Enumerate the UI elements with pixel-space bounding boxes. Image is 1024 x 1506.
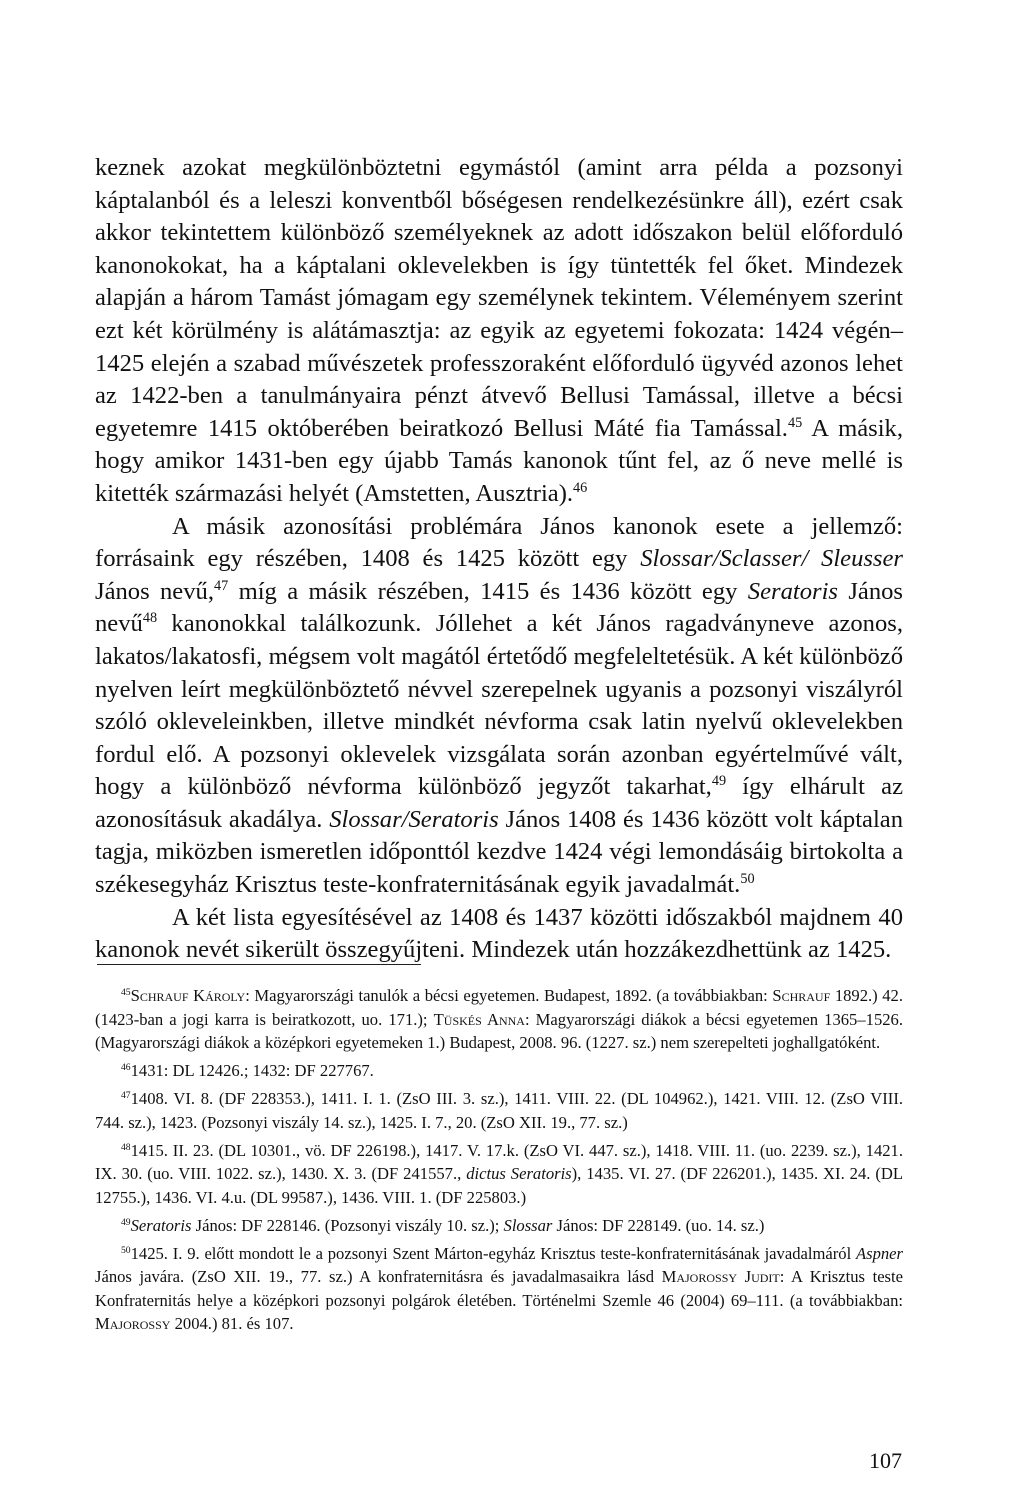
name-seratoris: Seratoris [747,577,838,605]
footnote-text: ), 1435. VI. 27. (DF 226201.), 1435. XI. 24. (DL 12755.), 1436. VI. 4.u. (DL 99587.), 1436. VIII. 1. (DF 225803.) [95,1164,903,1207]
footnote-text: : A Krisztus teste Konfraternitás helye a középkori pozsonyi polgárok életében. Történelmi Szemle 46 (2004) 69–111. (a továbbiakban: [95,1267,903,1310]
author-abbreviation: Majorossy [95,1314,171,1333]
paragraph-2-text-e: kanonokkal találkozunk. Jóllehet a két János ragadványneve azonos, lakatos/lakatosfi, mégsem volt magától értetődő megfeleltetésük. A két különböző nyelven leírt megkülönböztető névvel szerepelnek ugyanis a pozsonyi viszályról szóló okleveleinkben, illetve mindkét névforma csak latin nyelvű oklevelekben fordul elő. A pozsonyi oklevelek vizsgálata során azonban egyértelművé vált, hogy a különböző névforma különböző jegyzőt takarhat, [95,610,903,801]
paragraph-2 [95,511,903,902]
name-slossar-variants: Slossar/Sclasser/ Sleusser [640,545,903,573]
footnote-separator [97,964,421,965]
footnote-ref-50: 50 [740,871,755,888]
author-name: Schrauf Károly [130,986,246,1005]
paragraph-1 [95,152,903,511]
italic-name: Seratoris [130,1215,192,1235]
author-abbreviation: Schrauf [772,986,831,1005]
footnote-text: 2004.) 81. és 107. [170,1314,294,1333]
paragraph-2-text-a: A másik azonosítási problémára János kanonok esete a jellemző: forrásaink egy részében, 1408 és 1425 között egy [95,512,903,573]
footnote-ref-48: 48 [142,610,158,627]
paragraph-2-text-g: János 1408 és 1436 között volt káptalan tagja, miközben ismeretlen időponttól kezdve 1424 végi lemondásáig birtokolta a székesegyház Krisztus teste-konfraternitásának egyik javadalmát. [95,805,904,899]
footnote-45 [95,984,903,1055]
footnote-number: 50 [121,1244,131,1256]
footnote-number: 47 [121,1090,131,1102]
footnote-ref-46: 46 [573,480,588,497]
page-number: 107 [869,1448,902,1473]
footnote-text: : Magyarországi diákok a bécsi egyetemen 1365–1526. (Magyarországi diákok a középkori egyetemeken 1.) Budapest, 2008. 96. (1227. sz.) nem szerepelteti joghallgatóként. [95,1009,903,1052]
italic-name: Slossar [503,1215,553,1235]
footnote-ref-49: 49 [711,773,727,790]
footnote-text: : Magyarországi tanulók a bécsi egyetemen. Budapest, 1892. (a továbbiakban: [245,986,773,1005]
paragraph-2-text-f: így elhárult az azonosításuk akadálya. [95,773,903,833]
footnote-text: 1892.) 42. (1423-ban a jogi karra is beiratkozott, uo. 171.); [95,986,903,1029]
footnote-text: 1415. II. 23. (DL 10301., vö. DF 226198.), 1417. V. 17.k. (ZsO VI. 447. sz.), 1418. VIII. 11. (uo. 2239. sz.), 1421. IX. 30. (uo. VIII. 1022. sz.), 1430. X. 3. (DF 241557., [95,1140,903,1183]
footnote-text: János javára. (ZsO XII. 19., 77. sz.) A konfraternitásra és javadalmasaikra lásd [95,1267,662,1286]
paragraph-1-text-a: keznek azokat megkülönböztetni egymástól (amint arra példa a pozsonyi káptalanból és a leleszi konventből bőségesen rendelkezésünkre áll), ezért csak akkor tekintettem különböző személyeknek az adott időszakon belül előforduló kanonokokat, ha a káptalani oklevelekben is így tüntették fel őket. Mindezek alapján a három Tamást jómagam egy személynek tekintem. Véleményem szerint ezt két körülmény is alátámasztja: az egyik az egyetemi fokozata: 1424 végén–1425 elején a szabad művészetek professzoraként előforduló ügyvéd azonos lehet az 1422-ben a tanulmányaira pénzt átvevő Bellusi Tamással, illetve a bécsi egyetemre 1415 októberében beiratkozó Bellusi Máté fia Tamással. [95,154,903,442]
footnote-text: 1431: DL 12426.; 1432: DF 227767. [130,1061,374,1080]
italic-name: Aspner [855,1243,903,1263]
footnote-ref-45: 45 [787,414,803,431]
italic-term: dictus Seratoris [466,1164,572,1183]
footnote-text: János: DF 228146. (Pozsonyi viszály 10. sz.); [191,1215,504,1235]
main-text [95,152,903,967]
paragraph-2-text-b: János nevű, [95,577,214,605]
name-slossar-seratoris: Slossar/Seratoris [329,805,499,833]
footnote-49 [95,1214,903,1238]
paragraph-2-text-c: míg a másik részében, 1415 és 1436 között egy [228,577,748,605]
author-name: Tüskés Anna [433,1009,525,1029]
footnote-number: 45 [121,987,131,999]
footnotes [95,984,903,1336]
footnote-text: János: DF 228149. (uo. 14. sz.) [552,1215,765,1235]
footnote-number: 46 [121,1062,131,1074]
footnote-50 [95,1242,903,1336]
footnote-text: 1425. I. 9. előtt mondott le a pozsonyi Szent Márton-egyház Krisztus teste-konfraternitásának javadalmáról [130,1243,856,1263]
paragraph-1-text-b: A másik, hogy amikor 1431-ben egy újabb Tamás kanonok tűnt fel, az ő neve mellé is kitették származási helyét (Amstetten, Ausztria). [95,414,903,507]
footnote-number: 48 [121,1141,131,1153]
paragraph-2-text-d: János nevű [95,577,903,638]
footnote-number: 49 [121,1216,131,1228]
author-name: Majorossy Judit [661,1267,780,1286]
footnote-48 [95,1139,903,1210]
footnote-ref-47: 47 [213,577,229,594]
paragraph-3: A két lista egyesítésével az 1408 és 1437 közötti időszakból majdnem 40 kanonok nevét sikerült összegyűjteni. Mindezek után hozzákezdhettünk az 1425. [95,903,903,964]
footnote-46 [95,1059,903,1083]
footnote-47 [95,1087,903,1134]
footnote-text: 1408. VI. 8. (DF 228353.), 1411. I. 1. (ZsO III. 3. sz.), 1411. VIII. 22. (DL 104962.), 1421. VIII. 12. (ZsO VIII. 744. sz.), 1423. (Pozsonyi viszály 14. sz.), 1425. I. 7., 20. (ZsO XII. 19., 77. sz.) [95,1089,903,1132]
